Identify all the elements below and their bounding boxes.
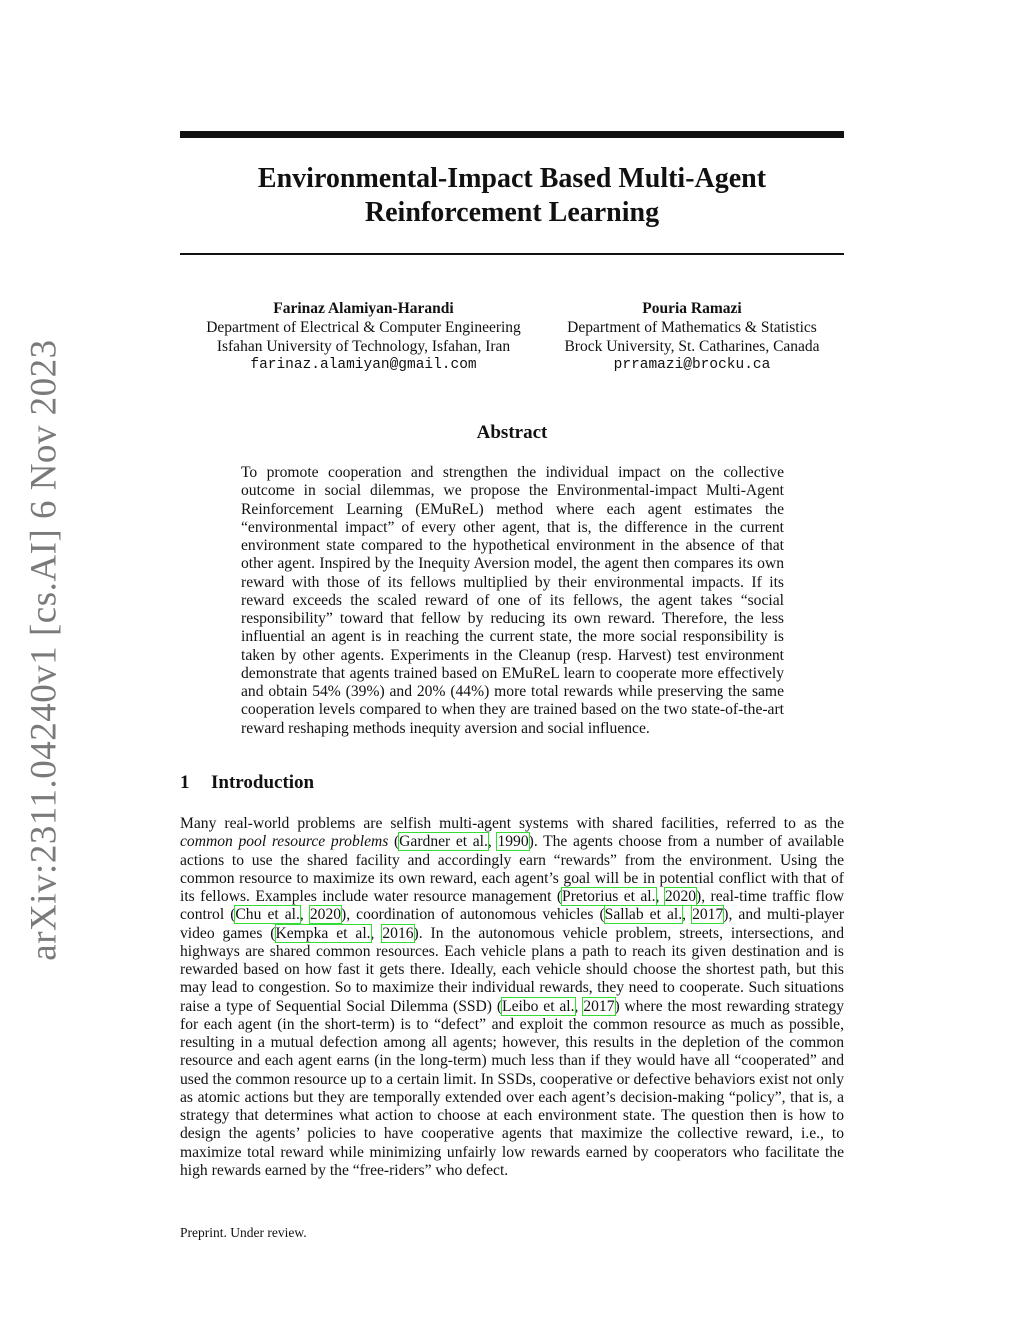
citation-link[interactable]: Leibo et al. — [502, 997, 575, 1015]
citation-link[interactable]: Pretorius et al. — [562, 888, 656, 905]
author-name: Pouria Ramazi — [642, 300, 742, 317]
citation-link[interactable]: 2017 — [692, 906, 724, 924]
author-name: Farinaz Alamiyan-Harandi — [273, 300, 454, 317]
title-line-1: Environmental-Impact Based Multi-Agent — [257, 163, 767, 194]
abstract-heading: Abstract — [476, 422, 548, 443]
section-heading-introduction — [180, 772, 314, 794]
author-department: Department of Mathematics & Statistics — [567, 319, 817, 336]
author-department: Department of Electrical & Computer Engineering — [206, 319, 521, 336]
citation-link[interactable]: 2016 — [382, 924, 414, 942]
citation-link[interactable]: Gardner et al. — [399, 833, 488, 851]
citation-link[interactable]: Sallab et al. — [604, 906, 683, 924]
title-line-2: Reinforcement Learning — [364, 197, 660, 228]
introduction-paragraph: Many real-world problems are selfish multi-agent systems with shared facilities, referred to as the common pool resource problems (Gardner et al., 1990). The agents choose from a number of available actions to use the shared facility and accordingly earn “rewards” from the environment. Using the common resource to maximize its own reward, each agent’s goal will be in potential conflict with that of its fellows. Examples include water resource management (Pretorius et al., 2020), real-time traffic flow control (Chu et al., 2020), coordination of autonomous vehicles (Sallab et al., 2017), and multi-player video games (Kempka et al., 2016). In the autonomous vehicle problem, streets, intersections, and highways are shared common resources. Each vehicle plans a path to reach its given destination and is rewarded based on how fast it gets there. Ideally, each vehicle should choose the shortest path, but this may lead to congestion. So to maximize their individual rewards, they need to cooperate. Such situations raise a type of Sequential Social Dilemma (SSD) (Leibo et al., 2017) where the most rewarding strategy for each agent (in the short-term) is to “defect” and exploit the common resource as much as possible, resulting in a mutual defection among all agents; however, this results in the depletion of the common resource and each agent earns (in the long-term) much less than if they would have all “cooperated” and used the common resource up to a certain limit. In SSDs, cooperative or defective behaviors exist not only as atomic actions but they are temporally extended over each agent’s decision-making “policy”, that is, a strategy that determines what action to choose at each environment state. The question then is how to design the agents’ policies to have cooperative agents that maximize the collective reward, i.e., to maximize total reward while minimizing unfairly low rewards earned by cooperators who facilitate the high rewards earned by the “free-riders” who defect. — [180, 815, 845, 1179]
author-affiliation: Brock University, St. Catharines, Canada — [564, 338, 820, 355]
section-number: 1 — [180, 772, 190, 793]
citation-link[interactable]: 1990 — [497, 833, 529, 851]
author-block-2 — [547, 299, 837, 375]
section-title: Introduction — [211, 772, 315, 793]
citation-link[interactable]: 2020 — [309, 906, 342, 924]
emphasized-term: common pool resource problems — [180, 833, 389, 851]
title-top-rule — [180, 131, 844, 138]
citation-link[interactable]: 2017 — [583, 997, 615, 1015]
author-email[interactable]: farinaz.alamiyan@gmail.com — [250, 357, 477, 373]
author-block-1 — [180, 299, 547, 375]
arxiv-identifier-stamp: arXiv:2311.04240v1 [cs.AI] 6 Nov 2023 — [23, 339, 65, 961]
author-affiliation: Isfahan University of Technology, Isfahan, Iran — [216, 338, 511, 355]
citation-link[interactable]: 2020 — [664, 888, 697, 905]
citation-link[interactable]: Kempka et al. — [275, 924, 371, 942]
citation-link[interactable]: Chu et al. — [235, 906, 300, 924]
paper-title — [180, 162, 844, 230]
author-email[interactable]: prramazi@brocku.ca — [613, 357, 771, 373]
title-bottom-rule — [180, 253, 844, 255]
preprint-footer: Preprint. Under review. — [180, 1225, 307, 1240]
abstract-text: To promote cooperation and strengthen the individual impact on the collective outcome in social dilemmas, we propose the Environmental-impact Multi-Agent Reinforcement Learning (EMuReL) method where each agent estimates the “environmental impact” of every other agent, that is, the difference in the current environment state compared to the hypothetical environment in the absence of that other agent. Inspired by the Inequity Aversion model, the agent then compares its own reward with those of its fellows multiplied by their environmental impacts. If its reward exceeds the scaled reward of one of its fellows, the agent takes “social responsibility” toward that fellow by reducing its own reward. Therefore, the less influential an agent is in reaching the current state, the more social responsibility is taken by other agents. Experiments in the Cleanup (resp. Harvest) test environment demonstrate that agents trained based on EMuReL learn to cooperate more effectively and obtain 54% (39%) and 20% (44%) more total rewards while preserving the same cooperation levels compared to when they are trained based on the two state-of-the-art reward reshaping methods inequity aversion and social influence. — [241, 464, 784, 737]
